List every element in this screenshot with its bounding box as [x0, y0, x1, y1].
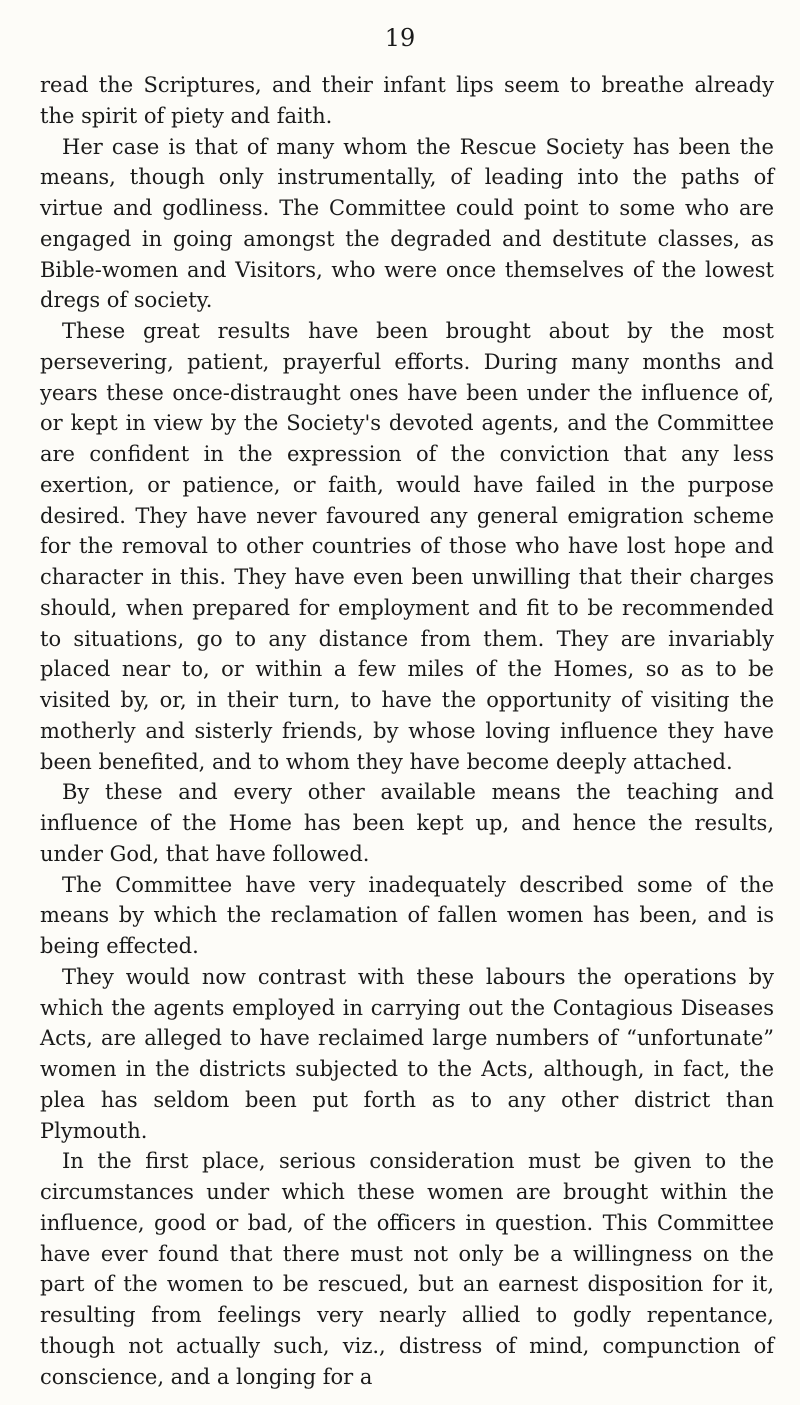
- body-text: [40, 70, 774, 1392]
- paragraph: They would now contrast with these labours the operations by which the agents employed in carrying out the Contagious Diseases Acts, are alleged to have reclaimed large numbers of “unfortunate” women in the districts subjected to the Acts, although, in fact, the plea has seldom been put forth as to any other district than Plymouth.: [40, 964, 774, 1143]
- paragraph: By these and every other available means the teaching and influence of the Home has been kept up, and hence the results, under God, that have followed.: [40, 780, 774, 866]
- paragraph: In the first place, serious consideration must be given to the circumstances under which these women are brought within the influence, good or bad, of the officers in question. This Committee have ever found that there must not only be a willingness on the part of the women to be rescued, but an earnest disposition for it, resulting from feelings very nearly allied to godly repentance, though not actually such, viz., distress of mind, compunction of conscience, and a longing for a: [40, 1149, 774, 1389]
- paragraph: Her case is that of many whom the Rescue Society has been the means, though only instrumentally, of leading into the paths of virtue and godliness. The Committee could point to some who are engaged in going amongst the degraded and destitute classes, as Bible-women and Visitors, who were once themselves of the lowest dregs of society.: [40, 134, 774, 313]
- paragraph: The Committee have very inadequately described some of the means by which the reclamation of fallen women has been, and is being effected.: [40, 872, 774, 958]
- paragraph: These great results have been brought about by the most persevering, patient, prayerful efforts. During many months and years these once-distraught ones have been under the influence of, or kept in view by the Society's devoted agents, and the Committee are confident in the expression of the conviction that any less exertion, or patience, or faith, would have failed in the purpose desired. They have never favoured any general emigration scheme for the removal to other countries of those who have lost hope and character in this. They have even been unwilling that their charges should, when prepared for employment and fit to be recommended to situations, go to any distance from them. They are invariably placed near to, or within a few miles of the Homes, so as to be visited by, or, in their turn, to have the opportunity of visiting the motherly and sisterly friends, by whose loving influence they have been benefited, and to whom they have become deeply attached.: [40, 319, 774, 774]
- paragraph-continuation: read the Scriptures, and their infant lips seem to breathe already the spirit of piety and faith.: [40, 73, 774, 128]
- page-number: 19: [384, 24, 416, 52]
